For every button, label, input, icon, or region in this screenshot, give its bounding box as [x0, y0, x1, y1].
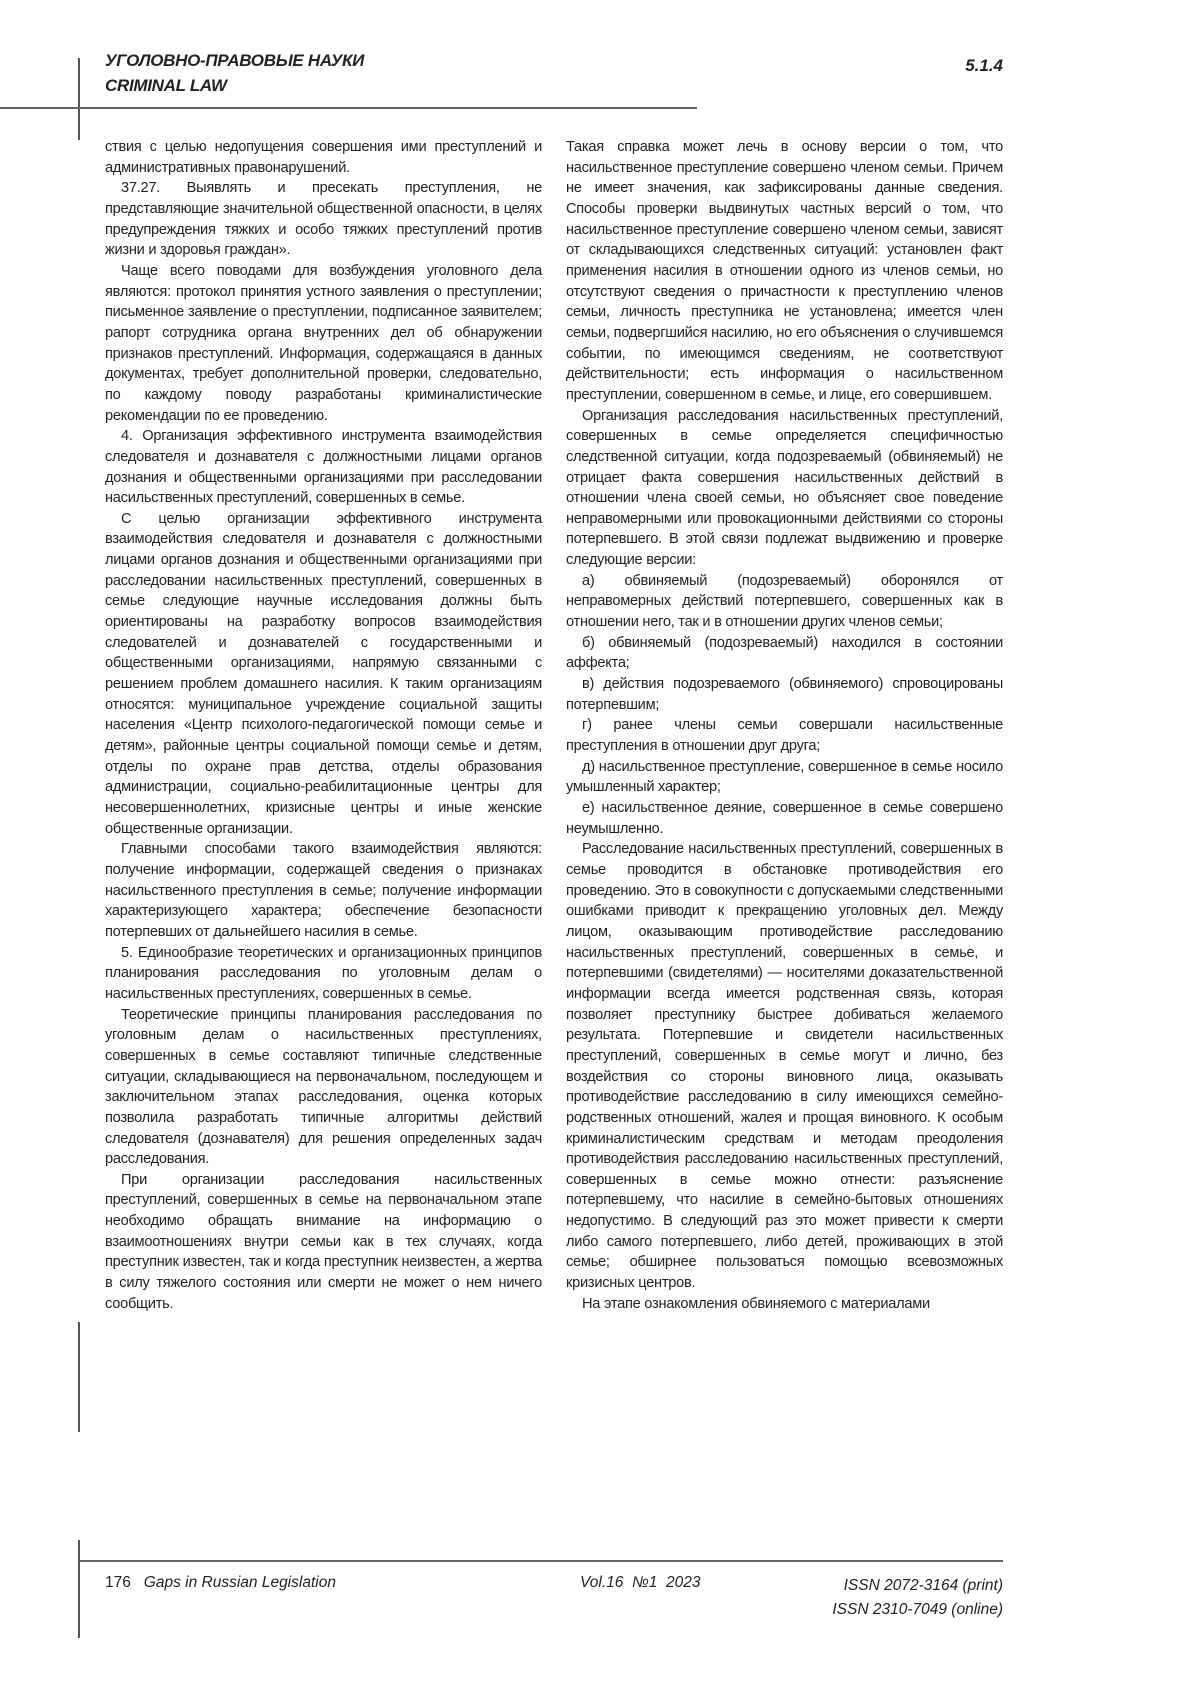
list-item: д) насильственное преступление, совершенное в семье носило умышленный характер;	[566, 757, 1003, 798]
page-number: 176	[105, 1574, 131, 1591]
specialty-code: 5.1.4	[965, 56, 1003, 76]
journal-name: Gaps in Russian Legislation	[144, 1574, 336, 1591]
right-column	[566, 137, 1003, 1314]
header-vertical-rule	[78, 58, 80, 140]
issue-info: Vol.16 №1 2023	[580, 1574, 701, 1592]
footer-left	[105, 1574, 336, 1592]
paragraph: ствия с целью недопущения совершения ими преступлений и административных правонарушений.	[105, 137, 542, 178]
running-header	[105, 48, 364, 98]
list-item: б) обвиняемый (подозреваемый) находился в состоянии аффекта;	[566, 633, 1003, 674]
footer-horizontal-rule	[78, 1560, 1003, 1562]
list-item: в) действия подозреваемого (обвиняемого) спровоцированы потерпевшим;	[566, 674, 1003, 715]
left-column	[105, 137, 542, 1314]
paragraph: 4. Организация эффективного инструмента взаимодействия следователя и дознавателя с должностными лицами органов дознания и общественными организациями при расследовании насильственных преступлений, совершенных в семье.	[105, 426, 542, 509]
paragraph: Такая справка может лечь в основу версии о том, что насильственное преступление совершено членом семьи. Причем не имеет значения, как зафиксированы данные сведения. Способы проверки выдвинутых частных версий о том, что насильственное преступление совершено членом семьи, зависят от складывающихся следственных ситуаций: установлен факт применения насилия в отношении одного из членов семьи, но отсутствуют сведения о причастности к преступлению членов семьи, личность преступника не установлена; имеется член семьи, подвергшийся насилию, но его объяснения о случившемся событии, по имеющимся сведениям, не соответствуют действительности; есть информация о насильственном преступлении, совершенном в семье, и лице, его совершившем.	[566, 137, 1003, 406]
paragraph: Организация расследования насильственных преступлений, совершенных в семье определяется специфичностью следственной ситуации, когда подозреваемый (обвиняемый) не отрицает факта совершения насильственных действий в отношении члена своей семьи, но объясняет свое поведение неправомерными или провокационными действиями со стороны потерпевшего. В этой связи подлежат выдвижению и проверке следующие версии:	[566, 406, 1003, 571]
issn-online: ISSN 2310-7049 (online)	[832, 1598, 1003, 1622]
paragraph: 5. Единообразие теоретических и организационных принципов планирования расследования по уголовным делам о насильственных преступлениях, совершенных в семье.	[105, 943, 542, 1005]
list-item: а) обвиняемый (подозреваемый) оборонялся от неправомерных действий потерпевшего, совершенных как в отношении него, так и в отношении других членов семьи;	[566, 571, 1003, 633]
list-item: е) насильственное деяние, совершенное в семье совершено неумышленно.	[566, 798, 1003, 839]
paragraph: На этапе ознакомления обвиняемого с материалами	[566, 1294, 1003, 1315]
issn-print: ISSN 2072-3164 (print)	[832, 1574, 1003, 1598]
paragraph: 37.27. Выявлять и пресекать преступления, не представляющие значительной общественной опасности, в целях предупреждения тяжких и особо тяжких преступлений против жизни и здоровья граждан».	[105, 178, 542, 261]
issn-block	[832, 1574, 1003, 1622]
paragraph: Главными способами такого взаимодействия являются: получение информации, содержащей сведения о признаках насильственного преступления в семье; получение информации характеризующего характера; обеспечение безопасности потерпевших от дальнейшего насилия в семье.	[105, 839, 542, 942]
margin-rule	[78, 1322, 80, 1432]
paragraph: Расследование насильственных преступлений, совершенных в семье проводится в обстановке противодействия его проведению. Это в совокупности с допускаемыми следственными ошибками приводит к прекращению уголовных дел. Между лицом, оказывающим противодействие расследованию насильственных преступлений, совершенных в семье, и потерпевшими (свидетелями) — носителями доказательственной информации всегда имеется родственная связь, которая позволяет преступнику быстрее добиваться желаемого результата. Потерпевшие и свидетели насильственных преступлений, совершенных в семье могут и лично, без воздействия со стороны виновного лица, оказывать противодействие расследованию в силу имеющихся семейно-родственных отношений, жалея и прощая виновного. К особым криминалистическим средствам и методам преодоления противодействия расследованию насильственных преступлений, совершенных в семье можно отнести: разъяснение потерпевшему, что насилие в семейно-бытовых отношениях недопустимо. В следующий раз это может привести к смерти либо самого потерпевшего, либо детей, проживающих в этой семье; обширнее пользоваться помощью всевозможных кризисных центров.	[566, 839, 1003, 1293]
paragraph: При организации расследования насильственных преступлений, совершенных в семье на первоначальном этапе необходимо обращать внимание на информацию о взаимоотношениях внутри семьи как в тех случаях, когда преступник известен, так и когда преступник неизвестен, а жертва в силу тяжелого состояния или смерти не может о нем ничего сообщить.	[105, 1170, 542, 1315]
paragraph: С целью организации эффективного инструмента взаимодействия следователя и дознавателя с должностными лицами органов дознания и общественными организациями при расследовании насильственных преступлений, совершенных в семье следующие научные исследования должны быть ориентированы на разработку вопросов взаимодействия следователей и дознавателей с государственными и общественными организациями, напрямую связанными с решением проблем домашнего насилия. К таким организациям относятся: муниципальное учреждение социальной защиты населения «Центр психолого-педагогической помощи семье и детям», районные центры социальной помощи семье и детям, отделы по охране прав детства, отделы образования администрации, социально-реабилитационные центры для несовершеннолетних, кризисные центры и иные женские общественные организации.	[105, 509, 542, 840]
section-title-ru: УГОЛОВНО-ПРАВОВЫЕ НАУКИ	[105, 48, 364, 73]
list-item: г) ранее члены семьи совершали насильственные преступления в отношении друг друга;	[566, 715, 1003, 756]
paragraph: Теоретические принципы планирования расследования по уголовным делам о насильственных преступлениях, совершенных в семье составляют типичные следственные ситуации, складывающиеся на первоначальном, последующем и заключительном этапах расследования, оценка которых позволила разработать типичные алгоритмы действий следователя (дознавателя) для решения определенных задач расследования.	[105, 1005, 542, 1170]
footer-vertical-rule	[78, 1540, 80, 1638]
header-horizontal-rule	[0, 107, 697, 109]
paragraph: Чаще всего поводами для возбуждения уголовного дела являются: протокол принятия устного заявления о преступлении; письменное заявление о преступлении, подписанное заявителем; рапорт сотрудника органа внутренних дел об обнаружении признаков преступлений. Информация, содержащаяся в данных документах, требует дополнительной проверки, следовательно, по каждому поводу разработаны криминалистические рекомендации по ее проведению.	[105, 261, 542, 426]
section-title-en: CRIMINAL LAW	[105, 73, 364, 98]
